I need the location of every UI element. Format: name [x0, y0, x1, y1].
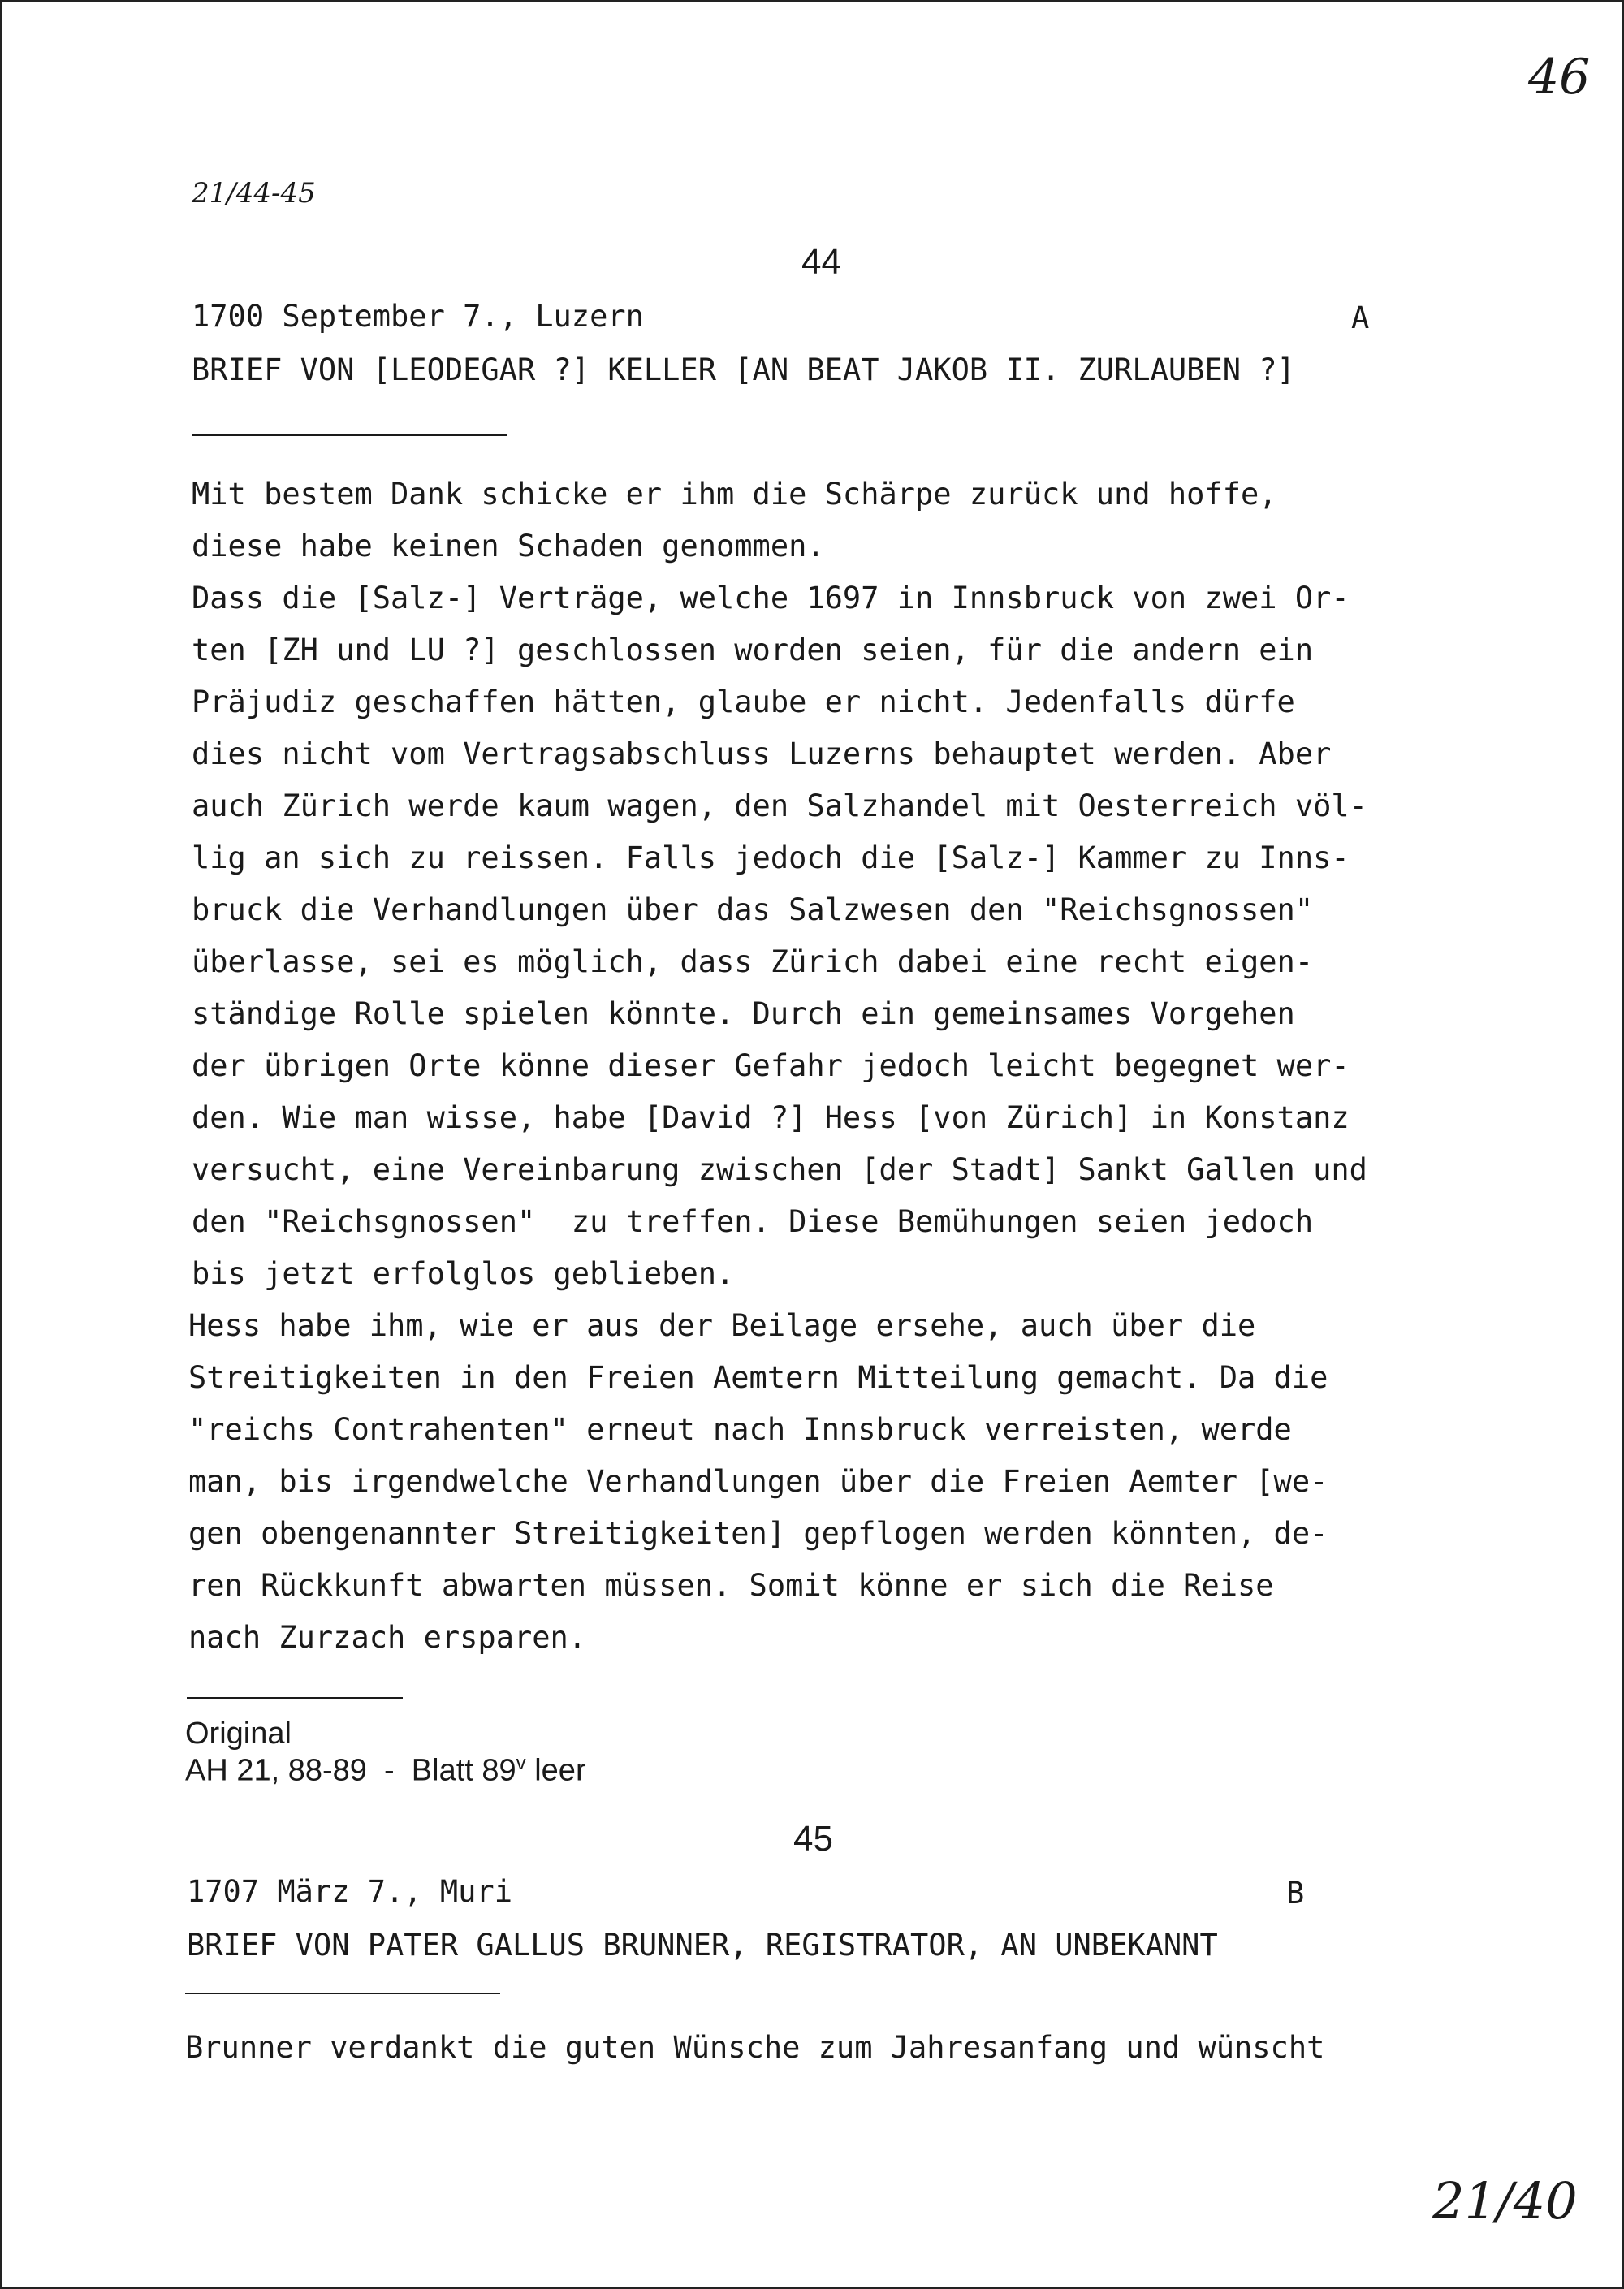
- body-line: Mit bestem Dank schicke er ihm die Schärpe zurück und hoffe,: [192, 477, 1277, 512]
- body-line: man, bis irgendwelche Verhandlungen über die Freien Aemter [we-: [188, 1464, 1328, 1499]
- divider-rule: [185, 1993, 500, 1994]
- body-line: lig an sich zu reissen. Falls jedoch die [Salz-] Kammer zu Inns-: [192, 840, 1350, 875]
- body-line: überlasse, sei es möglich, dass Zürich dabei eine recht eigen-: [192, 944, 1314, 979]
- body-line: versucht, eine Vereinbarung zwischen [der Stadt] Sankt Gallen und: [192, 1152, 1367, 1187]
- page-number-handwritten: 46: [1528, 49, 1591, 106]
- body-line: den "Reichsgnossen" zu treffen. Diese Bemühungen seien jedoch: [192, 1204, 1314, 1239]
- body-line: Präjudiz geschaffen hätten, glaube er nicht. Jedenfalls dürfe: [192, 685, 1295, 719]
- body-line: ren Rückkunft abwarten müssen. Somit könne er sich die Reise: [188, 1568, 1274, 1603]
- body-line: bis jetzt erfolglos geblieben.: [192, 1256, 735, 1291]
- body-line: auch Zürich werde kaum wagen, den Salzhandel mit Oesterreich völ-: [192, 788, 1367, 823]
- body-line: nach Zurzach ersparen.: [188, 1620, 587, 1655]
- source-ref-text: AH 21, 88-89 - Blatt 89: [185, 1753, 516, 1788]
- body-line: Dass die [Salz-] Verträge, welche 1697 in Innsbruck von zwei Or-: [192, 581, 1350, 615]
- entry-number: 45: [793, 1819, 833, 1859]
- body-line: bruck die Verhandlungen über das Salzwesen den "Reichsgnossen": [192, 892, 1314, 927]
- source-reference: [185, 1752, 586, 1789]
- source-ref-tail: leer: [525, 1753, 586, 1788]
- entry-title: BRIEF VON [LEODEGAR ?] KELLER [AN BEAT JAKOB II. ZURLAUBEN ?]: [192, 352, 1295, 387]
- entry-grade: B: [1286, 1876, 1305, 1911]
- body-line: den. Wie man wisse, habe [David ?] Hess [von Zürich] in Konstanz: [192, 1100, 1350, 1135]
- body-line: ständige Rolle spielen könnte. Durch ein gemeinsames Vorgehen: [192, 996, 1295, 1031]
- entry-title: BRIEF VON PATER GALLUS BRUNNER, REGISTRATOR, AN UNBEKANNT: [187, 1928, 1218, 1963]
- source-label: Original: [185, 1717, 292, 1751]
- source-ref-superscript: v: [516, 1752, 526, 1774]
- body-line: der übrigen Orte könne dieser Gefahr jedoch leicht begegnet wer-: [192, 1048, 1350, 1083]
- body-line: gen obengenannter Streitigkeiten] gepflogen werden könnten, de-: [188, 1516, 1328, 1551]
- body-line: Brunner verdankt die guten Wünsche zum Jahresanfang und wünscht: [185, 2030, 1325, 2065]
- body-line: "reichs Contrahenten" erneut nach Innsbruck verreisten, werde: [188, 1412, 1292, 1447]
- entry-number: 44: [801, 242, 841, 282]
- archive-number-handwritten: 21/40: [1432, 2171, 1578, 2231]
- divider-rule: [192, 434, 507, 436]
- divider-rule: [187, 1697, 403, 1699]
- entry-date-place: 1707 März 7., Muri: [187, 1874, 512, 1909]
- entry-grade: A: [1351, 300, 1370, 335]
- reference-number: 21/44-45: [192, 177, 316, 209]
- body-line: dies nicht vom Vertragsabschluss Luzerns behauptet werden. Aber: [192, 736, 1332, 771]
- body-line: Hess habe ihm, wie er aus der Beilage ersehe, auch über die: [188, 1308, 1256, 1343]
- body-line: ten [ZH und LU ?] geschlossen worden seien, für die andern ein: [192, 633, 1314, 667]
- body-line: Streitigkeiten in den Freien Aemtern Mitteilung gemacht. Da die: [188, 1360, 1328, 1395]
- body-line: diese habe keinen Schaden genommen.: [192, 529, 825, 564]
- entry-date-place: 1700 September 7., Luzern: [192, 299, 644, 334]
